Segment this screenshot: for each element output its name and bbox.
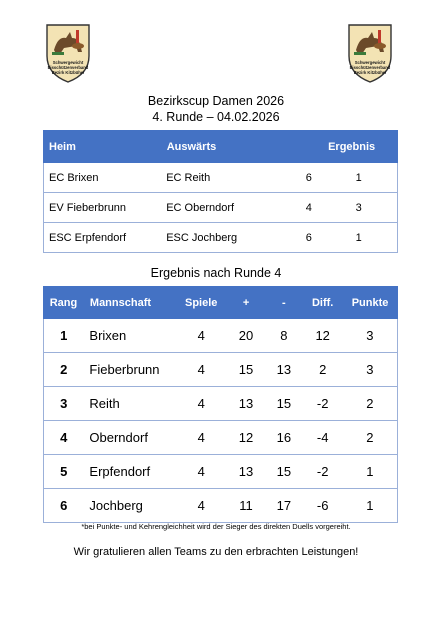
minus: 15 [265,387,303,421]
score-home: 4 [301,193,351,223]
header-team: Mannschaft [83,287,175,319]
away-team: EC Reith [161,163,301,193]
table-row [44,223,398,253]
points: 2 [343,421,398,455]
standings-table [43,286,398,523]
plus: 11 [227,489,265,523]
diff: 12 [303,319,343,353]
rank: 5 [44,455,84,489]
score-home: 6 [301,223,351,253]
points: 1 [343,489,398,523]
games: 4 [175,421,227,455]
games: 4 [175,455,227,489]
diff: -4 [303,421,343,455]
rank: 3 [44,387,84,421]
table-header-row [44,131,398,163]
games: 4 [175,387,227,421]
club-logo-right [346,22,394,84]
table-row [44,421,398,455]
away-team: EC Oberndorf [161,193,301,223]
table-row [44,387,398,421]
home-team: EC Brixen [44,163,162,193]
home-team: EV Fieberbrunn [44,193,162,223]
logo-caption-line: Eisschützenverband [47,65,89,70]
header-home: Heim [44,131,162,163]
team: Oberndorf [83,421,175,455]
score-away: 1 [351,163,398,193]
diff: -2 [303,387,343,421]
header-diff: Diff. [303,287,343,319]
logo-caption-line: Schwergewicht [354,60,386,65]
page-subtitle: 4. Runde – 04.02.2026 [152,110,280,124]
logo-caption-line: Eisschützenverband [349,65,391,70]
score-away: 1 [351,223,398,253]
footnote: *bei Punkte- und Kehrengleichheit wird der Sieger des direkten Duells vorgereiht. [81,522,351,531]
score-home: 6 [301,163,351,193]
points: 1 [343,455,398,489]
home-team: ESC Erpfendorf [44,223,162,253]
plus: 13 [227,455,265,489]
standings-title: Ergebnis nach Runde 4 [150,266,282,280]
games: 4 [175,319,227,353]
away-team: ESC Jochberg [161,223,301,253]
logo-caption-line: Schwergewicht [52,60,84,65]
plus: 12 [227,421,265,455]
diff: 2 [303,353,343,387]
minus: 13 [265,353,303,387]
minus: 15 [265,455,303,489]
plus: 15 [227,353,265,387]
minus: 8 [265,319,303,353]
points: 3 [343,319,398,353]
games: 4 [175,489,227,523]
points: 2 [343,387,398,421]
header-rank: Rang [44,287,84,319]
club-logo-left [44,22,92,84]
plus: 13 [227,387,265,421]
table-row [44,489,398,523]
table-row [44,163,398,193]
team: Reith [83,387,175,421]
team: Fieberbrunn [83,353,175,387]
header-away: Auswärts [161,131,301,163]
header-plus: + [227,287,265,319]
diff: -2 [303,455,343,489]
points: 3 [343,353,398,387]
table-row [44,455,398,489]
plus: 20 [227,319,265,353]
table-row [44,193,398,223]
team: Erpfendorf [83,455,175,489]
rank: 4 [44,421,84,455]
rank: 6 [44,489,84,523]
rank: 1 [44,319,84,353]
table-row [44,353,398,387]
rank: 2 [44,353,84,387]
games: 4 [175,353,227,387]
games-table [43,130,398,253]
table-header-row [44,287,398,319]
header-result: Ergebnis [301,131,398,163]
header-points: Punkte [343,287,398,319]
logo-caption [346,60,394,75]
header-minus: - [265,287,303,319]
team: Jochberg [83,489,175,523]
team: Brixen [83,319,175,353]
logo-caption [44,60,92,75]
page-title: Bezirkscup Damen 2026 [147,94,285,108]
diff: -6 [303,489,343,523]
header-games: Spiele [175,287,227,319]
score-away: 3 [351,193,398,223]
table-row [44,319,398,353]
minus: 16 [265,421,303,455]
congratulations-text: Wir gratulieren allen Teams zu den erbrachten Leistungen! [73,546,359,558]
logo-caption-line: Bezirk Kitzbühel [353,70,387,75]
logo-caption-line: Bezirk Kitzbühel [51,70,85,75]
minus: 17 [265,489,303,523]
